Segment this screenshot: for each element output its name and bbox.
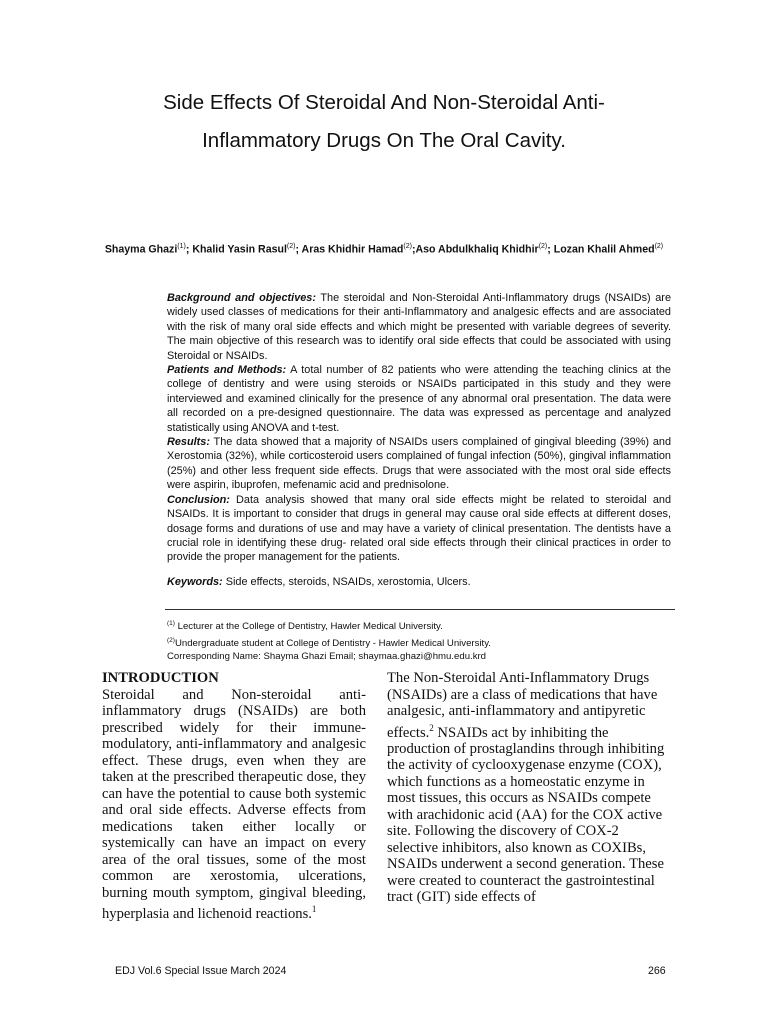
author-name: Lozan Khalil Ahmed xyxy=(553,243,655,256)
section-text: Side effects, steroids, NSAIDs, xerostomia, Ulcers. xyxy=(222,575,471,588)
author-name: Shayma Ghazi xyxy=(104,243,178,256)
author-affiliation: (2) xyxy=(286,243,296,250)
paragraph-text: NSAIDs act by inhibiting the production of prostaglandins through inhibiting the activity of cyclooxygenase enzyme (COX), which functions as a homeostatic enzyme in most tissues, this occurs as NSAIDs compete with arachidonic acid (AA) for the COX active site. Following the discovery of COX-2 selective inhibitors, also known as COXIBs, NSAIDs underwent a second generation. These were created to counteract the gastrointestinal tract (GIT) side effects of xyxy=(387,724,665,906)
author-affiliation: (2) xyxy=(654,243,664,250)
abstract-methods xyxy=(167,363,671,435)
footnote-divider xyxy=(165,609,675,610)
section-label: Conclusion: xyxy=(167,493,230,506)
section-label: Results: xyxy=(167,436,210,449)
body-paragraph xyxy=(387,670,672,906)
author-separator: ; xyxy=(547,243,554,256)
section-text: A total number of 82 patients who were attending the teaching clinics at the college of dentistry and were using steroids or NSAIDs participated in this study and they were interviewed and examined clinically for the presence of any abnormal oral presentation. The data were all recorded on a pre-designed questionnaire. The data was expressed as percentage and analyzed statistically using ANOVA and t-test. xyxy=(167,364,671,434)
footnote-mark: (2) xyxy=(167,636,175,644)
paragraph-text: The Non-Steroidal Anti-Inflammatory Drugs (NSAIDs) are a class of medications that have analgesic, anti-inflammatory and antipyretic effects. xyxy=(387,670,658,741)
abstract-results xyxy=(167,435,671,493)
footnote-1 xyxy=(167,617,491,634)
author-affiliation: (1) xyxy=(177,243,186,250)
abstract-background xyxy=(167,291,671,363)
section-label: Background and objectives: xyxy=(167,292,316,304)
footnote-2 xyxy=(167,634,491,651)
author-name: Aso Abdulkhaliq Khidhir xyxy=(415,243,539,256)
footnotes xyxy=(167,617,491,664)
citation-ref: 2 xyxy=(429,722,434,733)
section-label: Patients and Methods: xyxy=(167,364,287,377)
paragraph-text: Steroidal and Non-steroidal anti-inflammatory drugs (NSAIDs) are both prescribed widely for their immune-modulatory, anti-inflammatory and analgesic effect. These drugs, even when they are taken at the prescribed therapeutic dose, they can have the potential to cause both systemic and oral side effects. Adverse effects from medications taken either locally or systemically can have an impact on every area of the oral tissues, some of the most common are xerostomia, ulcerations, burning mouth symptom, gingival bleeding, hyperplasia and lichenoid reactions. xyxy=(102,686,366,922)
body-column-right xyxy=(387,670,672,906)
author-affiliation: (2) xyxy=(538,243,548,250)
author-separator: ; xyxy=(185,243,193,256)
title-line-2: Inflammatory Drugs On The Oral Cavity. xyxy=(202,129,566,152)
author-separator: ; xyxy=(411,243,416,256)
keywords xyxy=(167,575,671,589)
citation-ref: 1 xyxy=(311,904,317,914)
body-paragraph xyxy=(102,687,366,923)
section-text: The steroidal and Non-Steroidal Anti-Inflammatory drugs (NSAIDs) are widely used classes of medications for their anti-Inflammatory and analgesic effects and are associated with the risk of many oral side effects and which might be presented with variable degrees of severity. The main objective of this research was to identify oral side effects that could be associated with using Steroidal or NSAIDs. xyxy=(167,292,671,362)
paper-title xyxy=(60,84,708,160)
author-separator: ; xyxy=(295,243,302,256)
section-heading: INTRODUCTION xyxy=(102,670,219,686)
footnote-text: Undergraduate student at College of Dentistry - Hawler Medical University. xyxy=(174,637,491,649)
footnote-text: Lecturer at the College of Dentistry, Hawler Medical University. xyxy=(174,621,443,633)
title-line-1: Side Effects Of Steroidal And Non-Steroidal Anti- xyxy=(163,91,605,114)
page-number: 266 xyxy=(648,965,666,977)
section-text: The data showed that a majority of NSAIDs users complained of gingival bleeding (39%) and Xerostomia (32%), while corticosteroid users complained of fungal infection (50%), gingival inflammation (25%) and other less frequent side effects. Drugs that were associated with the most oral side effects were aspirin, ibuprofen, mefenamic acid and prednisolone. xyxy=(167,436,671,492)
author-list xyxy=(60,243,708,256)
footnote-mark: (1) xyxy=(167,620,175,627)
author-affiliation: (2) xyxy=(403,243,412,250)
section-text: Data analysis showed that many oral side effects might be related to steroidal and NSAIDs. It is important to consider that drugs in general may cause oral side effects at different doses, dosage forms and durations of use and may have a variety of clinical presentation. The dentists have a crucial role in identifying these drug- related oral side effects through their clinical practices in order to provide the proper management for the patients. xyxy=(167,493,671,564)
corresponding-author: Corresponding Name: Shayma Ghazi Email; shaymaa.ghazi@hmu.edu.krd xyxy=(167,651,487,663)
section-label: Keywords: xyxy=(167,575,223,588)
journal-footer: EDJ Vol.6 Special Issue March 2024 xyxy=(115,965,287,977)
abstract-conclusion xyxy=(167,493,671,565)
author-name: Khalid Yasin Rasul xyxy=(192,243,287,256)
author-name: Aras Khidhir Hamad xyxy=(301,243,404,256)
body-column-left xyxy=(102,670,366,922)
abstract xyxy=(167,291,671,589)
